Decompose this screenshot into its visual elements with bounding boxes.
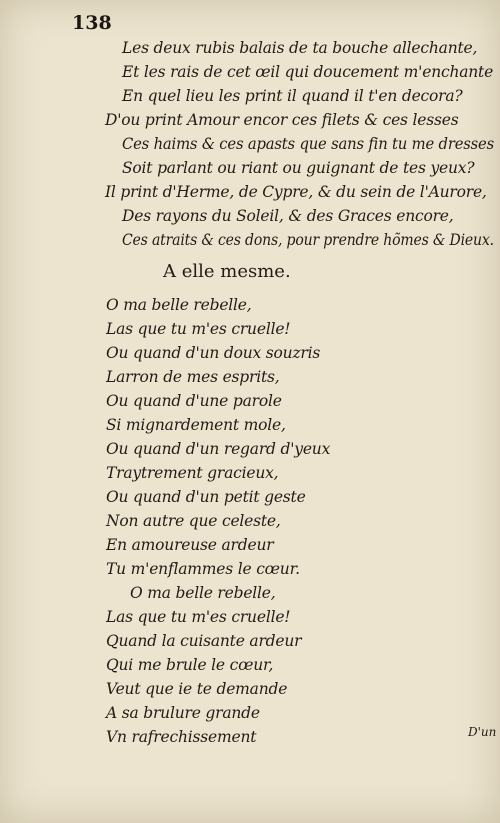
- verse-line: Ou quand d'une parole: [106, 392, 282, 410]
- verse-line: Tu m'enflammes le cœur.: [106, 560, 300, 578]
- verse-line: En amoureuse ardeur: [106, 536, 274, 554]
- verse-line: Traytrement gracieux,: [106, 464, 279, 482]
- catchword: D'un: [468, 725, 497, 739]
- verse-line: Ou quand d'un regard d'yeux: [106, 440, 331, 458]
- verse-line: Quand la cuisante ardeur: [106, 632, 302, 650]
- verse-line: Il print d'Herme, de Cypre, & du sein de l'Aurore,: [105, 183, 487, 201]
- verse-line: En quel lieu les print il quand il t'en decora?: [122, 87, 463, 105]
- verse-line: Qui me brule le cœur,: [106, 656, 274, 674]
- verse-line: Larron de mes esprits,: [106, 368, 280, 386]
- poem-heading: A elle mesme.: [163, 261, 291, 282]
- verse-line: Las que tu m'es cruelle!: [106, 320, 291, 338]
- verse-line: Ou quand d'un petit geste: [106, 488, 306, 506]
- verse-line: Non autre que celeste,: [106, 512, 281, 530]
- verse-line: A sa brulure grande: [106, 704, 260, 722]
- verse-line: Las que tu m'es cruelle!: [106, 608, 291, 626]
- verse-line: Ou quand d'un doux souzris: [106, 344, 321, 362]
- verse-line: Des rayons du Soleil, & des Graces encore,: [122, 207, 454, 225]
- verse-line: Si mignardement mole,: [106, 416, 286, 434]
- page-number: 138: [72, 12, 112, 34]
- verse-line: D'ou print Amour encor ces filets & ces lesses: [105, 111, 459, 129]
- verse-line: Ces haims & ces apasts que sans fin tu me dresses: [122, 135, 495, 153]
- verse-line: Ces atraits & ces dons, pour prendre hõmes & Dieux.: [122, 231, 494, 249]
- verse-line: Soit parlant ou riant ou guignant de tes yeux?: [122, 159, 475, 177]
- verse-line: Vn rafrechissement: [106, 728, 257, 746]
- verse-line: O ma belle rebelle,: [130, 584, 276, 602]
- verse-line: O ma belle rebelle,: [106, 296, 252, 314]
- verse-line: Et les rais de cet œil qui doucement m'enchante: [122, 63, 494, 81]
- verse-line: Veut que ie te demande: [106, 680, 288, 698]
- verse-line: Les deux rubis balais de ta bouche allechante,: [122, 39, 478, 57]
